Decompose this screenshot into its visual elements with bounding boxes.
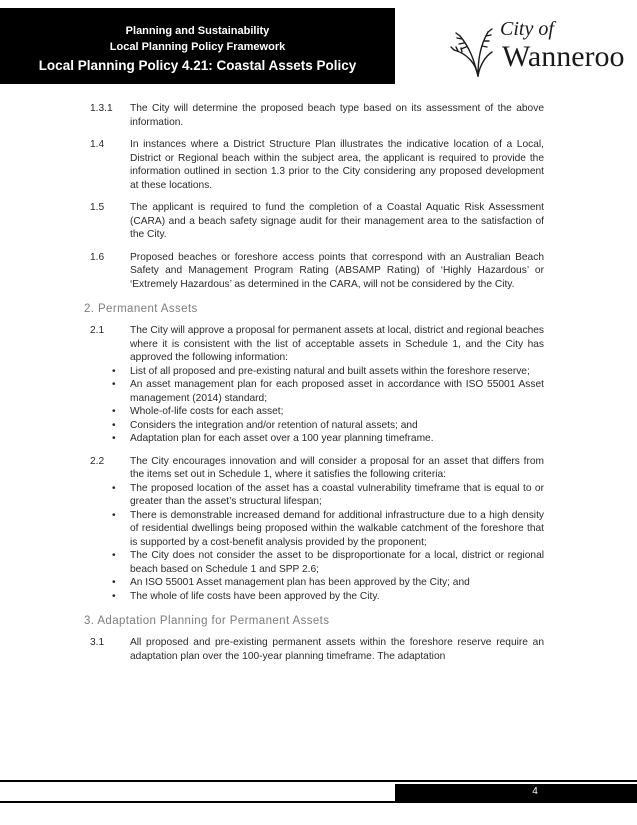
clause-number: 2.1 bbox=[90, 325, 105, 336]
footer-bar bbox=[395, 784, 637, 803]
list-item: • Considers the integration and/or retention of natural assets; and bbox=[130, 419, 544, 433]
bullet-list bbox=[130, 365, 544, 446]
clause-2-1 bbox=[90, 324, 544, 446]
clause-1-6 bbox=[90, 251, 544, 292]
header-policy-title: Local Planning Policy 4.21: Coastal Assets Policy bbox=[38, 58, 357, 73]
clause-2-2 bbox=[90, 455, 544, 604]
list-item: • There is demonstrable increased demand for additional infrastructure due to a high density of residential dwellings being proposed within the walkable catchment of the foreshore that is supported by a cost-benefit analysis provided by the proponent; bbox=[130, 509, 544, 550]
list-item: • The proposed location of the asset has a coastal vulnerability timeframe that is equal to or greater than the asset’s structural lifespan; bbox=[130, 482, 544, 509]
clause-number: 3.1 bbox=[90, 637, 105, 648]
footer-rule-left bbox=[0, 801, 395, 803]
logo-city-text: City of bbox=[500, 18, 554, 40]
clause-text: The City will approve a proposal for permanent assets at local, district and regional beaches where it is consistent with the list of acceptable assets in Schedule 1, and the City has approved the following information: bbox=[130, 325, 544, 363]
list-item: • The whole of life costs have been approved by the City. bbox=[130, 590, 544, 604]
clause-3-1 bbox=[90, 636, 544, 663]
header-banner bbox=[0, 8, 395, 84]
list-item: • Whole-of-life costs for each asset; bbox=[130, 405, 544, 419]
page-number: 4 bbox=[532, 786, 538, 797]
clause-text: All proposed and pre-existing permanent assets within the foreshore reserve require an adaptation plan over the 100-year planning timeframe. The adaptation bbox=[130, 637, 544, 662]
clause-1-4 bbox=[90, 138, 544, 192]
clause-text: In instances where a District Structure Plan illustrates the indicative location of a Local, District or Regional beach within the subject area, the applicant is required to provide the information outlined in section 1.3 prior to the City considering any proposed development at these locations. bbox=[130, 139, 544, 191]
clause-1-3-1 bbox=[90, 102, 544, 129]
list-item: • List of all proposed and pre-existing natural and built assets within the foreshore reserve; bbox=[130, 365, 544, 379]
clause-text: The applicant is required to fund the completion of a Coastal Aquatic Risk Assessment (CARA) and a beach safety signage audit for their management area to the satisfaction of the City. bbox=[130, 202, 544, 240]
list-item: • An ISO 55001 Asset management plan has been approved by the City; and bbox=[130, 576, 544, 590]
clause-number: 2.2 bbox=[90, 455, 105, 467]
clause-1-5 bbox=[90, 201, 544, 242]
palm-leaf-icon bbox=[448, 20, 494, 78]
city-logo bbox=[440, 18, 630, 82]
header-department: Planning and Sustainability bbox=[125, 25, 270, 37]
clause-text: Proposed beaches or foreshore access points that correspond with an Australian Beach Safety and Management Program Rating (ABSAMP Rating) of ‘Highly Hazardous’ or ‘Extremely Hazardous’ as determined in the CARA, will not be considered by the City. bbox=[130, 251, 544, 290]
list-item: • The City does not consider the asset to be disproportionate for a local, district or regional beach based on Schedule 1 and SPP 2.6; bbox=[130, 549, 544, 576]
clause-number: 1.3.1 bbox=[90, 103, 113, 114]
clause-number: 1.4 bbox=[90, 139, 105, 150]
footer-rule bbox=[0, 780, 637, 782]
clause-number: 1.5 bbox=[90, 202, 105, 213]
list-item: • Adaptation plan for each asset over a 100 year planning timeframe. bbox=[130, 432, 544, 446]
list-item: • An asset management plan for each proposed asset in accordance with ISO 55001 Asset management (2014) standard; bbox=[130, 378, 544, 405]
header-framework: Local Planning Policy Framework bbox=[109, 41, 286, 53]
clause-text: The City will determine the proposed beach type based on its assessment of the above information. bbox=[130, 103, 544, 128]
logo-name-text: Wanneroo bbox=[502, 40, 625, 73]
clause-number: 1.6 bbox=[90, 251, 105, 263]
section-heading-adaptation-planning: 3. Adaptation Planning for Permanent Assets bbox=[84, 615, 330, 627]
bullet-list bbox=[130, 482, 544, 604]
clause-text: The City encourages innovation and will consider a proposal for an asset that differs from the items set out in Schedule 1, where it satisfies the following criteria: bbox=[130, 455, 544, 480]
document-body bbox=[84, 102, 544, 672]
section-heading-permanent-assets: 2. Permanent Assets bbox=[84, 303, 198, 315]
